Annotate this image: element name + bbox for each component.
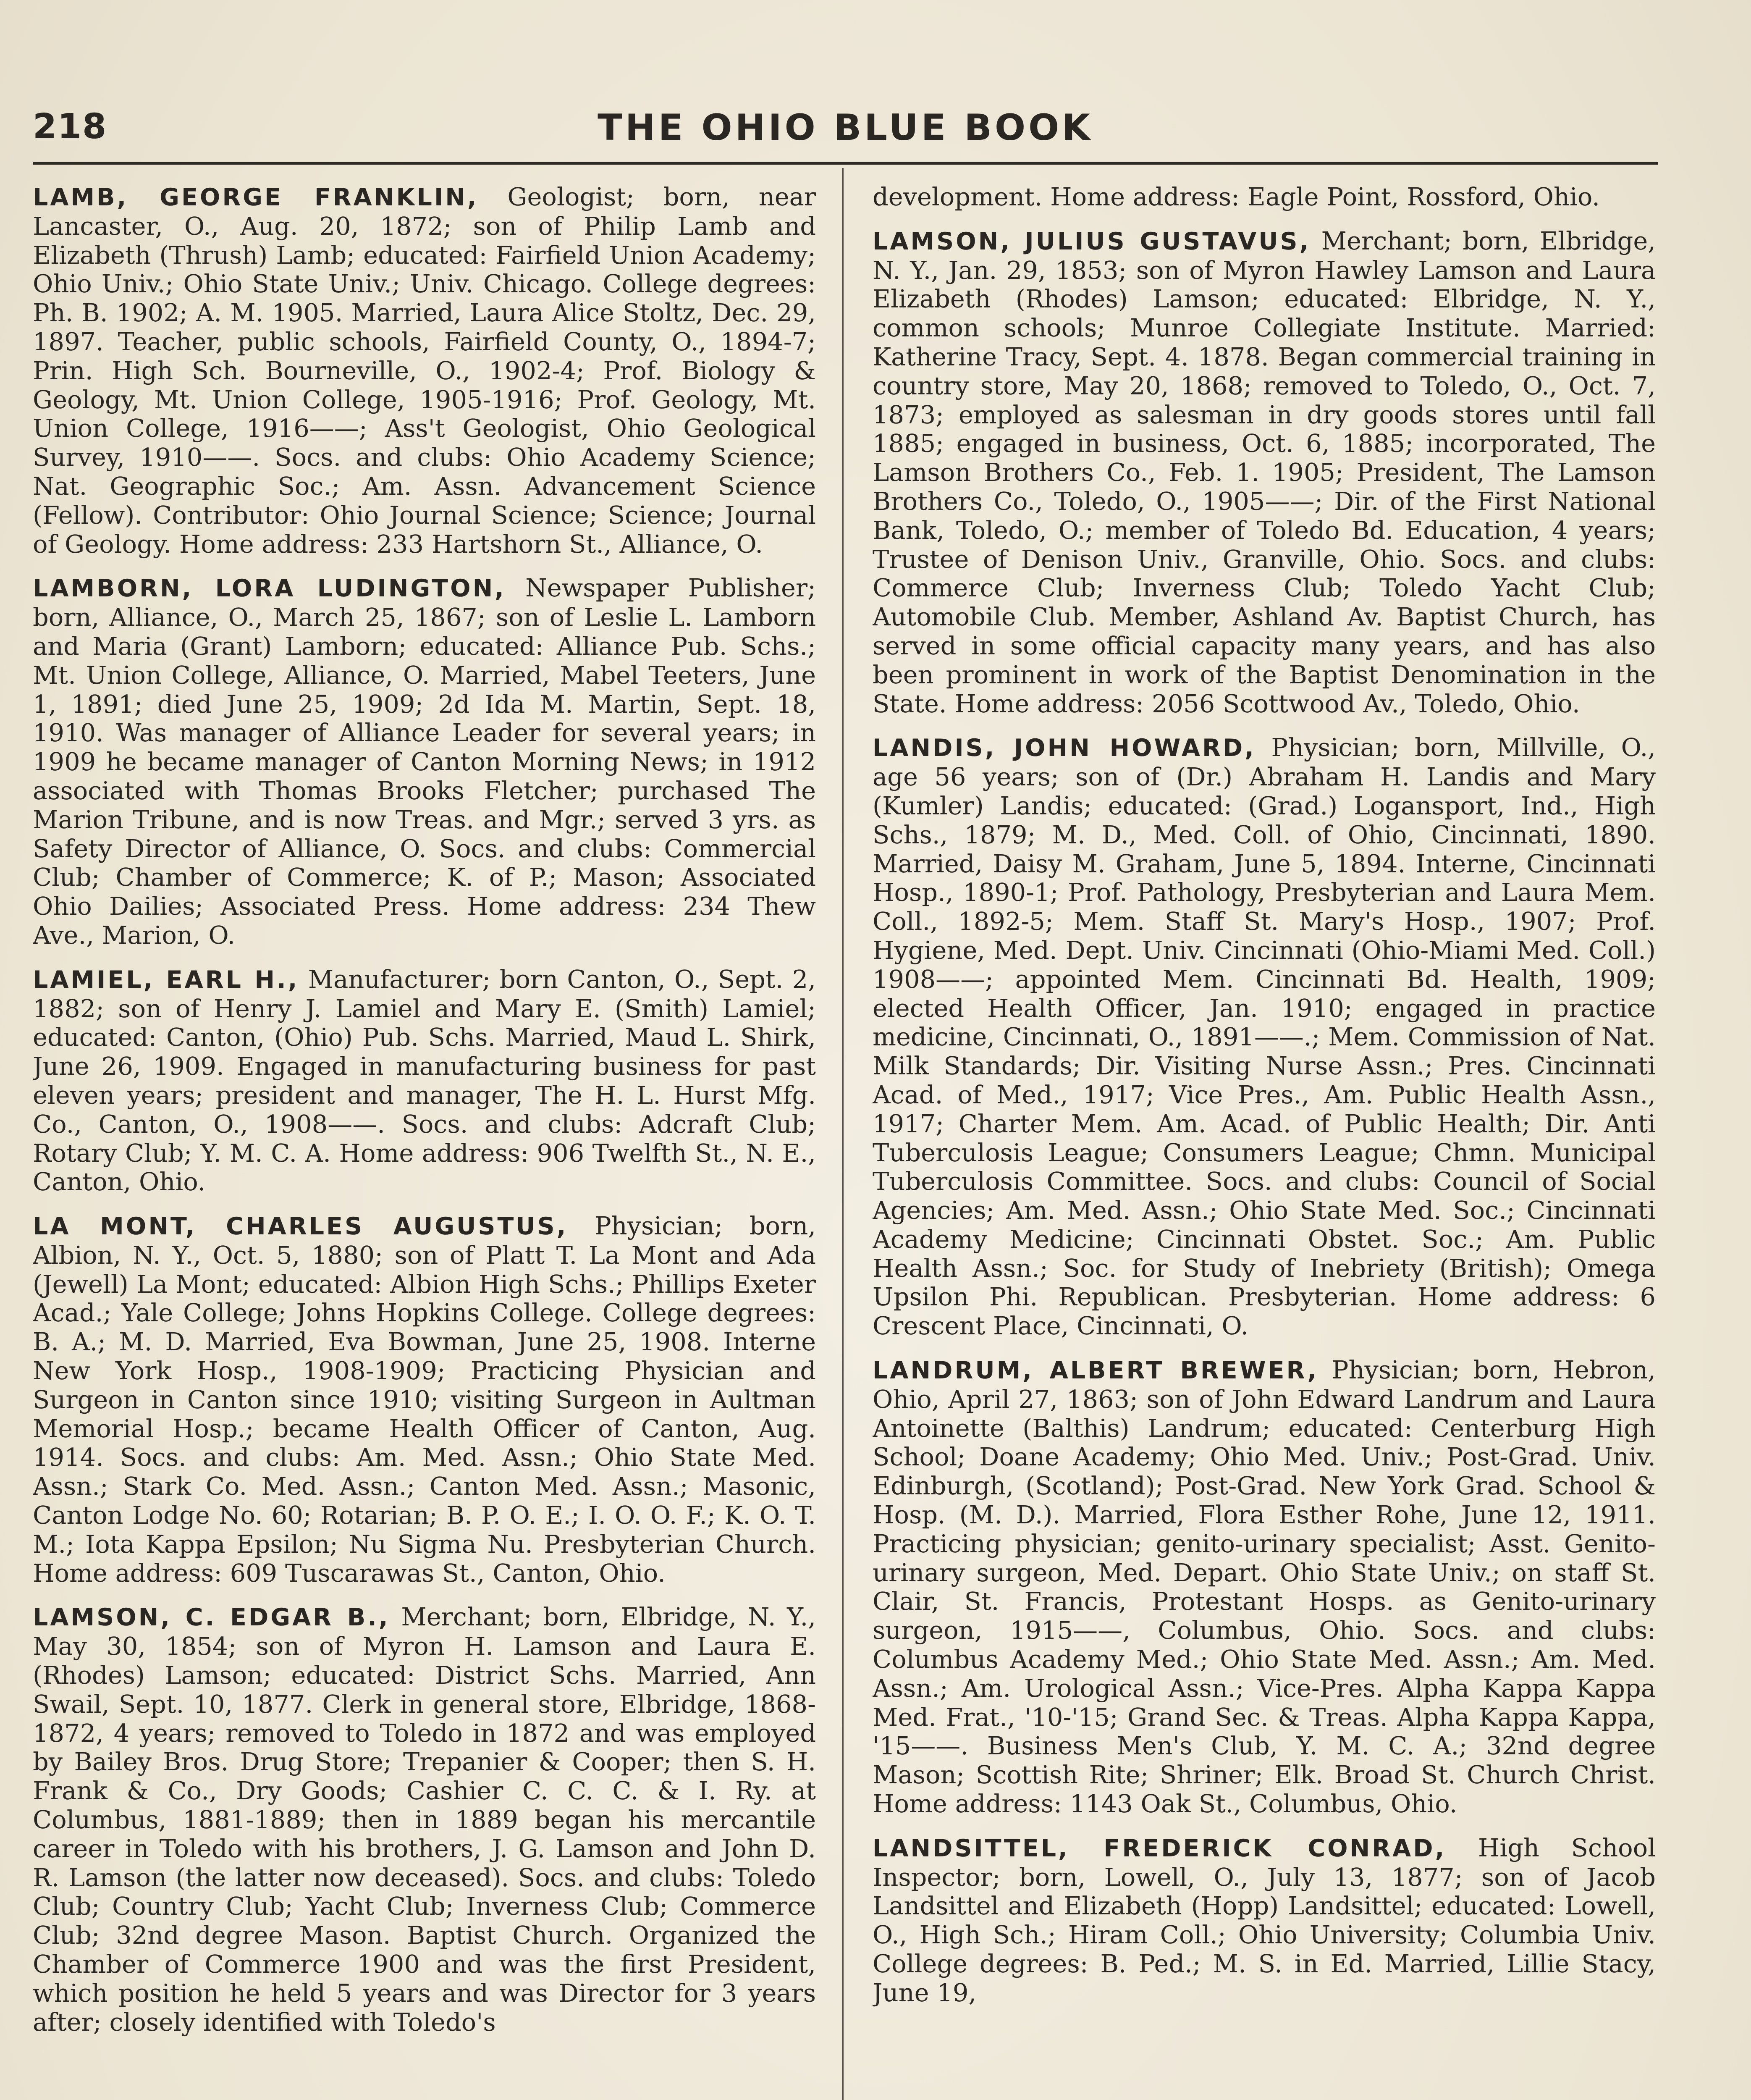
page-header xyxy=(33,97,1658,151)
entry-name: LANDRUM, ALBERT BREWER, xyxy=(873,1357,1319,1385)
entry-name: LA MONT, CHARLES AUGUSTUS, xyxy=(33,1213,568,1241)
entry-continuation: development. Home address: Eagle Point, Rossford, Ohio. xyxy=(873,183,1600,211)
biography-entry xyxy=(33,1212,816,1588)
entry-name: LAMIEL, EARL H., xyxy=(33,966,299,994)
page-number: 218 xyxy=(33,107,107,147)
biography-entry xyxy=(873,227,1656,719)
entry-text: Merchant; born, Elbridge, N. Y., Jan. 29, 1853; son of Myron Hawley Lamson and Laura Elizabeth (Rhodes) Lamson; educated: Elbridge, N. Y., common schools; Munroe Collegiate Institute. Married: Katherine Tracy, Sept. 4. 1878. Began commercial training in country store, May 20, 1868; removed to Toledo, O., Oct. 7, 1873; employed as salesman in dry goods stores until fall 1885; engaged in business, Oct. 6, 1885; incorporated, The Lamson Brothers Co., Feb. 1. 1905; President, The Lamson Brothers Co., Toledo, O., 1905——; Dir. of the First National Bank, Toledo, O.; member of Toledo Bd. Education, 4 years; Trustee of Denison Univ., Granville, Ohio. Socs. and clubs: Commerce Club; Inverness Club; Toledo Yacht Club; Automobile Club. Member, Ashland Av. Baptist Church, has served in some official capacity many years, and has also been prominent in work of the Baptist Denomination in the State. Home address: 2056 Scottwood Av., Toledo, Ohio. xyxy=(873,226,1656,718)
biography-entry xyxy=(33,574,816,950)
entry-name: LANDSITTEL, FREDERICK CONRAD, xyxy=(873,1834,1447,1862)
entry-text: Physician; born, Albion, N. Y., Oct. 5, 1880; son of Platt T. La Mont and Ada (Jewell) La Mont; educated: Albion High Schs.; Phillips Exeter Acad.; Yale College; Johns Hopkins College. College degrees: B. A.; M. D. Married, Eva Bowman, June 25, 1908. Interne New York Hosp., 1908-1909; Practicing Physician and Surgeon in Canton since 1910; visiting Surgeon in Aultman Memorial Hosp.; became Health Officer of Canton, Aug. 1914. Socs. and clubs: Am. Med. Assn.; Ohio State Med. Assn.; Stark Co. Med. Assn.; Canton Med. Assn.; Masonic, Canton Lodge No. 60; Rotarian; B. P. O. E.; I. O. O. F.; K. O. T. M.; Iota Kappa Epsilon; Nu Sigma Nu. Presbyterian Church. Home address: 609 Tuscarawas St., Canton, Ohio. xyxy=(33,1211,816,1588)
header-rule xyxy=(33,162,1658,165)
column-divider xyxy=(842,168,844,2100)
biography-entry xyxy=(873,1356,1656,1819)
right-column xyxy=(873,183,1656,2100)
biography-entry xyxy=(873,1834,1656,2008)
biography-entry xyxy=(873,733,1656,1341)
entry-name: LANDIS, JOHN HOWARD, xyxy=(873,734,1256,762)
entry-name: LAMSON, JULIUS GUSTAVUS, xyxy=(873,227,1311,255)
left-column xyxy=(33,183,816,2100)
entry-name: LAMBORN, LORA LUDINGTON, xyxy=(33,575,506,603)
biography-entry xyxy=(33,965,816,1197)
entry-name: LAMSON, C. EDGAR B., xyxy=(33,1604,390,1632)
biography-entry xyxy=(33,183,816,559)
running-title: THE OHIO BLUE BOOK xyxy=(598,107,1093,149)
entry-text: Geologist; born, near Lancaster, O., Aug. 20, 1872; son of Philip Lamb and Elizabeth (Thrush) Lamb; educated: Fairfield Union Academy; Ohio Univ.; Ohio State Univ.; Univ. Chicago. College degrees: Ph. B. 1902; A. M. 1905. Married, Laura Alice Stoltz, Dec. 29, 1897. Teacher, public schools, Fairfield County, O., 1894-7; Prin. High Sch. Bourneville, O., 1902-4; Prof. Biology & Geology, Mt. Union College, 1905-1916; Prof. Geology, Mt. Union College, 1916——; Ass't Geologist, Ohio Geological Survey, 1910——. Socs. and clubs: Ohio Academy Science; Nat. Geographic Soc.; Am. Assn. Advancement Science (Fellow). Contributor: Ohio Journal Science; Science; Journal of Geology. Home address: 233 Hartshorn St., Alliance, O. xyxy=(33,183,816,559)
biography-entry xyxy=(33,1603,816,2037)
entry-text: Merchant; born, Elbridge, N. Y., May 30, 1854; son of Myron H. Lamson and Laura E. (Rhodes) Lamson; educated: District Schs. Married, Ann Swail, Sept. 10, 1877. Clerk in general store, Elbridge, 1868-1872, 4 years; removed to Toledo in 1872 and was employed by Bailey Bros. Drug Store; Trepanier & Cooper; then S. H. Frank & Co., Dry Goods; Cashier C. C. C. & I. Ry. at Columbus, 1881-1889; then in 1889 began his mercantile career in Toledo with his brothers, J. G. Lamson and John D. R. Lamson (the latter now deceased). Socs. and clubs: Toledo Club; Country Club; Yacht Club; Inverness Club; Commerce Club; 32nd degree Mason. Baptist Church. Organized the Chamber of Commerce 1900 and was the first President, which position he held 5 years and was Director for 3 years after; closely identified with Toledo's xyxy=(33,1602,816,2037)
entry-text: Manufacturer; born Canton, O., Sept. 2, 1882; son of Henry J. Lamiel and Mary E. (Smith) Lamiel; educated: Canton, (Ohio) Pub. Schs. Married, Maud L. Shirk, June 26, 1909. Engaged in manufacturing business for past eleven years; president and manager, The H. L. Hurst Mfg. Co., Canton, O., 1908——. Socs. and clubs: Adcraft Club; Rotary Club; Y. M. C. A. Home address: 906 Twelfth St., N. E., Canton, Ohio. xyxy=(33,964,816,1197)
entry-text: High School Inspector; born, Lowell, O., July 13, 1877; son of Jacob Landsittel and Elizabeth (Hopp) Landsittel; educated: Lowell, O., High Sch.; Hiram Coll.; Ohio University; Columbia Univ. College degrees: B. Ped.; M. S. in Ed. Married, Lillie Stacy, June 19, xyxy=(873,1833,1656,2007)
entry-text: Physician; born, Millville, O., age 56 years; son of (Dr.) Abraham H. Landis and Mary (Kumler) Landis; educated: (Grad.) Logansport, Ind., High Schs., 1879; M. D., Med. Coll. of Ohio, Cincinnati, 1890. Married, Daisy M. Graham, June 5, 1894. Interne, Cincinnati Hosp., 1890-1; Prof. Pathology, Presbyterian and Laura Mem. Coll., 1892-5; Mem. Staff St. Mary's Hosp., 1907; Prof. Hygiene, Med. Dept. Univ. Cincinnati (Ohio-Miami Med. Coll.) 1908——; appointed Mem. Cincinnati Bd. Health, 1909; elected Health Officer, Jan. 1910; engaged in practice medicine, Cincinnati, O., 1891——.; Mem. Commission of Nat. Milk Standards; Dir. Visiting Nurse Assn.; Pres. Cincinnati Acad. of Med., 1917; Vice Pres., Am. Public Health Assn., 1917; Charter Mem. Am. Acad. of Public Health; Dir. Anti Tuberculosis League; Consumers League; Chmn. Municipal Tuberculosis Committee. Socs. and clubs: Council of Social Agencies; Am. Med. Assn.; Ohio State Med. Soc.; Cincinnati Academy Medicine; Cincinnati Obstet. Soc.; Am. Public Health Assn.; Soc. for Study of Inebriety (British); Omega Upsilon Phi. Republican. Presbyterian. Home address: 6 Crescent Place, Cincinnati, O. xyxy=(873,733,1656,1341)
entry-text: Physician; born, Hebron, Ohio, April 27, 1863; son of John Edward Landrum and Laura Antoinette (Balthis) Landrum; educated: Centerburg High School; Doane Academy; Ohio Med. Univ.; Post-Grad. Univ. Edinburgh, (Scotland); Post-Grad. New York Grad. School & Hosp. (M. D.). Married, Flora Esther Rohe, June 12, 1911. Practicing physician; genito-urinary specialist; Asst. Genito-urinary surgeon, Med. Depart. Ohio State Univ.; on staff St. Clair, St. Francis, Protestant Hosps. as Genito-urinary surgeon, 1915——, Columbus, Ohio. Socs. and clubs: Columbus Academy Med.; Ohio State Med. Assn.; Am. Med. Assn.; Am. Urological Assn.; Vice-Pres. Alpha Kappa Kappa Med. Frat., '10-'15; Grand Sec. & Treas. Alpha Kappa Kappa, '15——. Business Men's Club, Y. M. C. A.; 32nd degree Mason; Scottish Rite; Shriner; Elk. Broad St. Church Christ. Home address: 1143 Oak St., Columbus, Ohio. xyxy=(873,1355,1656,1819)
entry-text: Newspaper Publisher; born, Alliance, O., March 25, 1867; son of Leslie L. Lamborn and Maria (Grant) Lamborn; educated: Alliance Pub. Schs.; Mt. Union College, Alliance, O. Married, Mabel Teeters, June 1, 1891; died June 25, 1909; 2d Ida M. Martin, Sept. 18, 1910. Was manager of Alliance Leader for several years; in 1909 he became manager of Canton Morning News; in 1912 associated with Thomas Brooks Fletcher; purchased The Marion Tribune, and is now Treas. and Mgr.; served 3 yrs. as Safety Director of Alliance, O. Socs. and clubs: Commercial Club; Chamber of Commerce; K. of P.; Mason; Associated Ohio Dailies; Associated Press. Home address: 234 Thew Ave., Marion, O. xyxy=(33,573,816,950)
entry-name: LAMB, GEORGE FRANKLIN, xyxy=(33,184,479,211)
